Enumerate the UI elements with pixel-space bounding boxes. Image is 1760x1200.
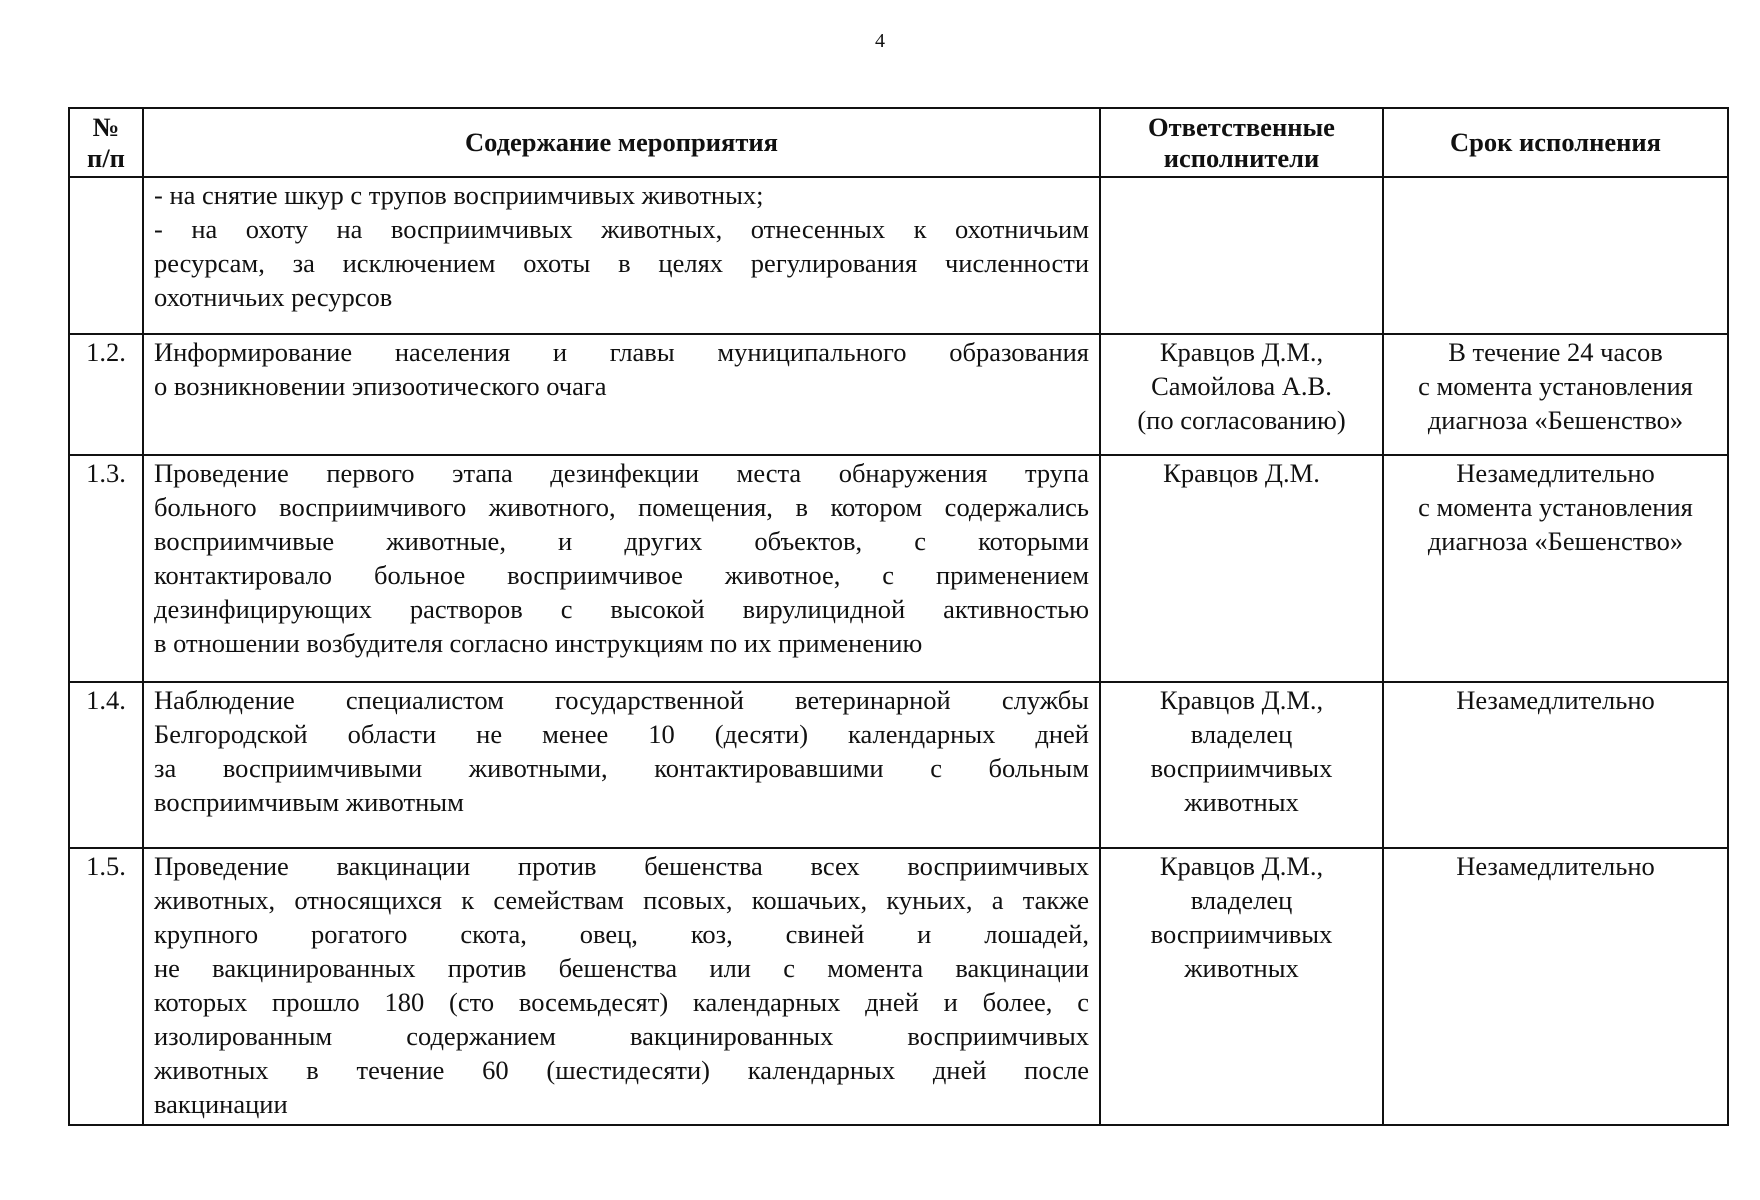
table-header-row: [69, 108, 1728, 177]
content-line: за восприимчивыми животными, контактировавшими с больным: [154, 753, 1089, 783]
content-line: охотничьих ресурсов: [154, 282, 393, 312]
content-line: в отношении возбудителя согласно инструкциям по их применению: [154, 628, 923, 658]
content-line: Проведение первого этапа дезинфекции места обнаружения трупа: [154, 458, 1089, 488]
term-line: диагноза «Бешенство»: [1427, 526, 1684, 556]
row-content: [143, 455, 1100, 682]
row-term: [1383, 682, 1728, 848]
content-line: не вакцинированных против бешенства или с момента вакцинации: [154, 953, 1089, 983]
responsible-line: восприимчивых: [1150, 753, 1333, 783]
content-line: вакцинации: [154, 1089, 288, 1119]
table-row: [69, 334, 1728, 455]
content-line: восприимчивые животные, и других объектов, с которыми: [154, 526, 1089, 556]
term-line: Незамедлительно: [1456, 685, 1655, 715]
responsible-line: Кравцов Д.М.: [1163, 458, 1320, 488]
row-responsible: [1100, 334, 1383, 455]
term-line: диагноза «Бешенство»: [1427, 405, 1684, 435]
row-responsible: [1100, 455, 1383, 682]
term-line: Незамедлительно: [1456, 851, 1655, 881]
term-line: с момента установления: [1418, 492, 1693, 522]
row-responsible: [1100, 177, 1383, 334]
content-line: дезинфицирующих растворов с высокой вирулицидной активностью: [154, 594, 1089, 624]
row-term: [1383, 455, 1728, 682]
content-line: контактировало больное восприимчивое животное, с применением: [154, 560, 1089, 590]
content-line: Наблюдение специалистом государственной ветеринарной службы: [154, 685, 1089, 715]
row-term: [1383, 177, 1728, 334]
content-line: - на охоту на восприимчивых животных, отнесенных к охотничьим: [154, 214, 1089, 244]
responsible-line: владелец: [1190, 885, 1293, 915]
header-number: [69, 108, 143, 177]
responsible-line: Кравцов Д.М.,: [1159, 337, 1324, 367]
content-line: - на снятие шкур с трупов восприимчивых животных;: [154, 180, 764, 210]
responsible-line: Самойлова А.В.: [1151, 371, 1332, 401]
row-number: 1.5.: [69, 848, 143, 1125]
responsible-line: животных: [1184, 953, 1299, 983]
row-responsible: [1100, 682, 1383, 848]
table-row: [69, 848, 1728, 1125]
content-line: Информирование населения и главы муниципального образования: [154, 337, 1089, 367]
row-content: [143, 334, 1100, 455]
row-number: 1.3.: [69, 455, 143, 682]
responsible-line: восприимчивых: [1150, 919, 1333, 949]
table-row: [69, 682, 1728, 848]
term-line: Незамедлительно: [1456, 458, 1655, 488]
header-content: Содержание мероприятия: [143, 108, 1100, 177]
content-line: животных в течение 60 (шестидесяти) календарных дней после: [154, 1055, 1089, 1085]
page-number: 4: [875, 30, 885, 52]
responsible-line: Кравцов Д.М.,: [1159, 851, 1324, 881]
row-term: [1383, 848, 1728, 1125]
measures-table: [68, 107, 1729, 1126]
content-line: восприимчивым животным: [154, 787, 464, 817]
responsible-line: (по согласованию): [1137, 405, 1346, 435]
content-line: Проведение вакцинации против бешенства всех восприимчивых: [154, 851, 1089, 881]
term-line: В течение 24 часов: [1448, 337, 1663, 367]
responsible-line: владелец: [1190, 719, 1293, 749]
content-line: которых прошло 180 (сто восемьдесят) календарных дней и более, с: [154, 987, 1089, 1017]
responsible-line: Кравцов Д.М.,: [1159, 685, 1324, 715]
content-line: изолированным содержанием вакцинированных восприимчивых: [154, 1021, 1089, 1051]
row-content: [143, 848, 1100, 1125]
header-responsible-line-1: Ответственные: [1148, 111, 1335, 142]
content-line: ресурсам, за исключением охоты в целях регулирования численности: [154, 248, 1089, 278]
content-line: Белгородской области не менее 10 (десяти) календарных дней: [154, 719, 1089, 749]
row-term: [1383, 334, 1728, 455]
row-responsible: [1100, 848, 1383, 1125]
responsible-line: животных: [1184, 787, 1299, 817]
term-line: с момента установления: [1418, 371, 1693, 401]
header-responsible: [1100, 108, 1383, 177]
table-row: [69, 455, 1728, 682]
content-line: крупного рогатого скота, овец, коз, свиней и лошадей,: [154, 919, 1089, 949]
table-row: [69, 177, 1728, 334]
row-content: [143, 682, 1100, 848]
content-line: о возникновении эпизоотического очага: [154, 371, 607, 401]
row-number: 1.2.: [69, 334, 143, 455]
header-responsible-line-2: исполнители: [1163, 142, 1320, 173]
header-number-line-1: №: [92, 111, 120, 142]
row-content: [143, 177, 1100, 334]
row-number: 1.4.: [69, 682, 143, 848]
content-line: больного восприимчивого животного, помещения, в котором содержались: [154, 492, 1089, 522]
header-number-line-2: п/п: [87, 142, 125, 173]
row-number: [69, 177, 143, 334]
header-term: Срок исполнения: [1383, 108, 1728, 177]
content-line: животных, относящихся к семействам псовых, кошачьих, куньих, а также: [154, 885, 1089, 915]
